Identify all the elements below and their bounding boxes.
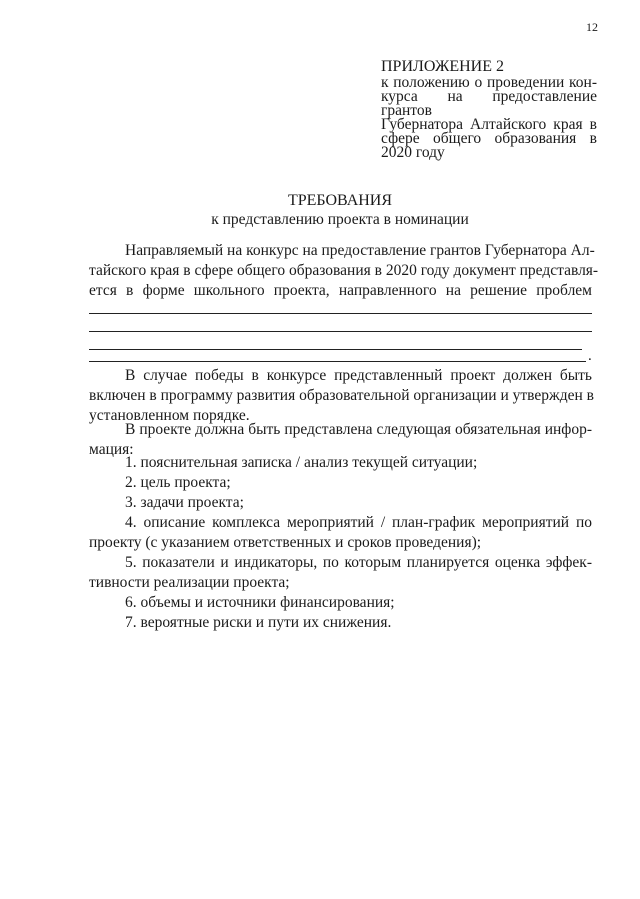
list-item: 5. показатели и индикаторы, по которым планируется оценка эффек- — [125, 554, 592, 571]
list-item: 4. описание комплекса мероприятий / план-график мероприятий по — [125, 514, 592, 531]
blank-line — [89, 349, 586, 362]
text-line: включен в программу развития образовательной организации и утвержден в — [89, 387, 594, 404]
appendix-line: к положению о проведении кон- — [381, 74, 597, 91]
text-line: ется в форме школьного проекта, направленного на решение проблем — [89, 282, 592, 299]
appendix-line: курса на предоставление грантов — [381, 88, 597, 119]
paragraph-intro — [89, 241, 599, 301]
document-subtitle: к представлению проекта в номинации — [211, 211, 469, 228]
text-line: установленном порядке. — [89, 407, 250, 424]
list-item: 7. вероятные риски и пути их снижения. — [125, 614, 392, 631]
appendix-line: сфере общего образования в — [381, 130, 597, 147]
document-title: ТРЕБОВАНИЯ — [287, 192, 393, 209]
appendix-line: 2020 году — [381, 144, 445, 161]
page-number: 12 — [586, 20, 598, 34]
blank-line — [89, 332, 582, 350]
appendix-block — [381, 58, 597, 160]
list-item: 3. задачи проекта; — [125, 494, 244, 511]
list-item-continuation: тивности реализации проекта; — [89, 574, 290, 591]
requirements-list — [89, 453, 592, 633]
text-line: Направляемый на конкурс на предоставление грантов Губернатора Ал- — [125, 242, 595, 259]
text-line: мация: — [89, 441, 134, 458]
appendix-title: ПРИЛОЖЕНИЕ 2 — [381, 58, 505, 75]
paragraph-victory — [89, 366, 592, 426]
blank-fill-lines — [89, 313, 592, 350]
list-item: 1. пояснительная записка / анализ текущей ситуации; — [125, 454, 478, 471]
text-line: тайского края в сфере общего образования в 2020 году документ представля- — [89, 262, 599, 279]
appendix-line: Губернатора Алтайского края в — [381, 116, 597, 133]
blank-end-period: . — [588, 348, 592, 364]
text-line: В проекте должна быть представлена следующая обязательная инфор- — [125, 421, 592, 438]
text-line: В случае победы в конкурсе представленный проект должен быть — [125, 367, 592, 384]
list-item: 2. цель проекта; — [125, 474, 231, 491]
list-item: 6. объемы и источники финансирования; — [125, 594, 395, 611]
list-item-continuation: проекту (с указанием ответственных и сроков проведения); — [89, 534, 482, 551]
blank-line — [89, 314, 592, 332]
